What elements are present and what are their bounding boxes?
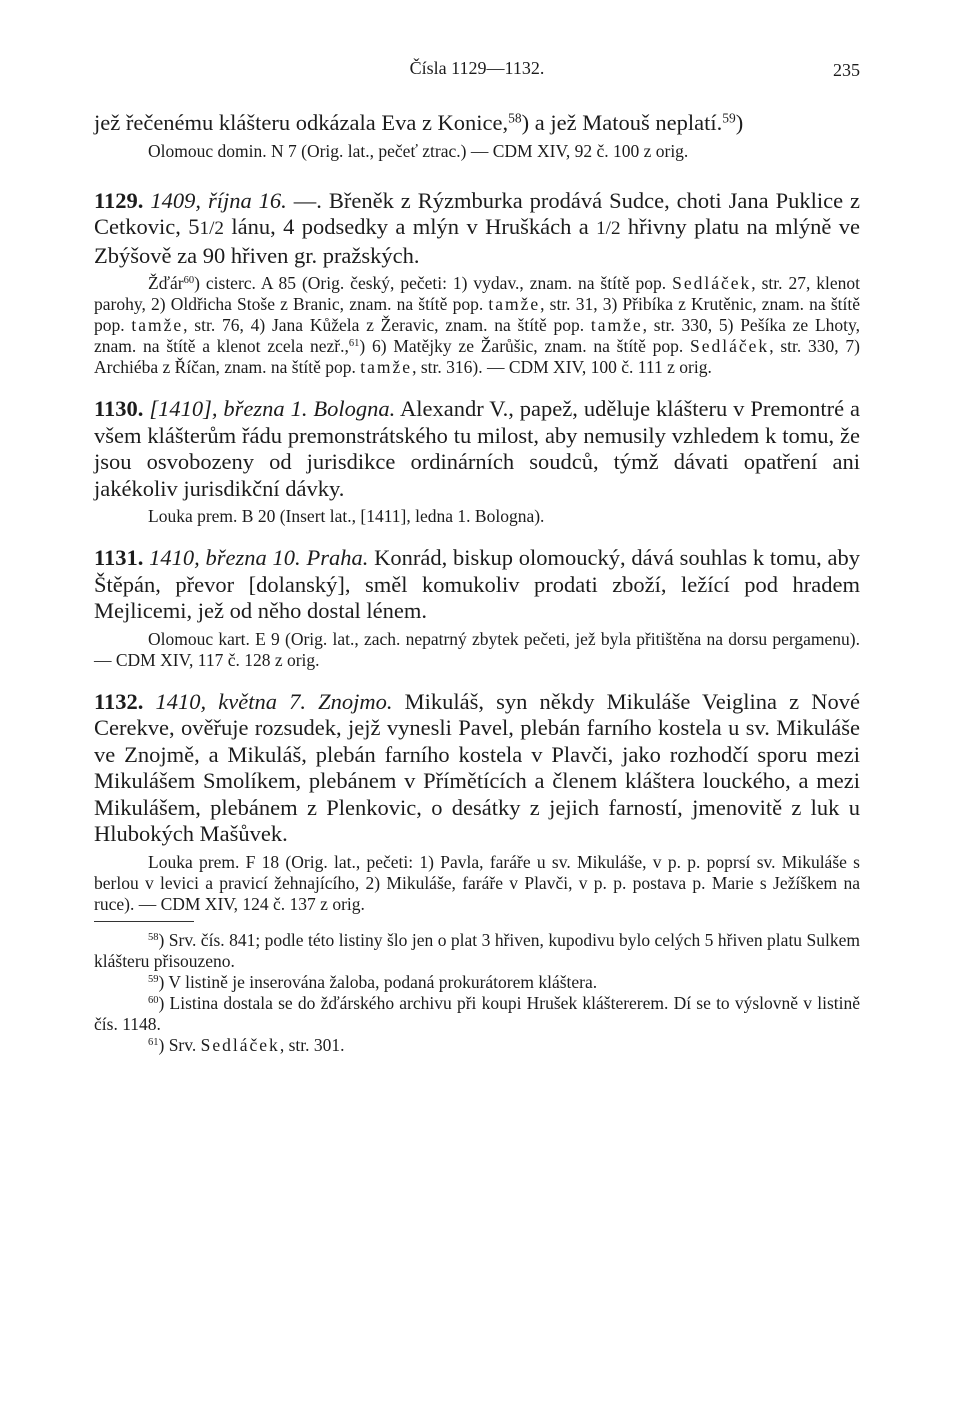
entry-text: 1130. [1410], března 1. Bologna. Alexandr V., papež, uděluje klášteru v Premontré a všem klášterům řádu premonstrátského tu milost, aby nemusily vzhledem k tomu, že jsou osvobozeny od jurisdikce ordinárních soudců, týmž dávati opatření ani jakékoliv jurisdikční dávky. (94, 396, 861, 501)
page-header (94, 52, 860, 92)
entry-date: 1409, října 16. (150, 187, 287, 213)
footnote-61: $^{61}$) Srv. Sedláček, str. 301. (148, 1034, 345, 1055)
footnote-58: $^{58}$) Srv. čís. 841; podle této listiny šlo jen o plat 3 hřiven, kupodivu bylo celých 5 hřiven platu Sulkem klášteru přisouzeno. (94, 929, 860, 971)
entry-number: 1129. (94, 187, 144, 213)
entry-number: 1130. (94, 396, 144, 421)
footnote-59: $^{59}$) V listině je inserována žaloba, podaná prokurátorem kláštera. (148, 971, 598, 992)
entry-number: 1131. (94, 545, 144, 570)
running-title: Čísla 1129—1132. (409, 58, 545, 78)
entry-1129 (94, 188, 860, 379)
entry-source: Louka prem. B 20 (Insert lat., [1411], ledna 1. Bologna). (148, 506, 545, 526)
entry-date: 1410, května 7. Znojmo. (155, 688, 393, 714)
entry-text: 1129. 1409, října 16. —. Břeněk z Rýzmburka prodává Sudce, choti Jana Puklice z Cetkovic, 51/2 lánu, 4 podsedky a mlýn v Hruškách a 1/2 hřivny platu na mlýně ve Zbýšově za 90 hřiven gr. pražských. (94, 187, 860, 268)
entry-number: 1132. (94, 688, 144, 714)
footnote-ref[interactable]: 59 (722, 110, 736, 126)
footnote-separator (94, 921, 194, 922)
entry-date: [1410], března 1. Bologna. (149, 396, 396, 421)
entry-text: 1132. 1410, května 7. Znojmo. Mikuláš, syn někdy Mikuláše Veiglina z Nové Cerekve, ověřuje rozsudek, jejž vynesli Pavel, plebán farního kostela u sv. Mikuláše ve Znojmě, a Mikuláš, plebán farního kostela v Plavči, jako rozhodčí sporu mezi Mikulášem Smolíkem, plebánem v Přímětících a členem kláštera louckého, a mezi Mikulášem, plebánem z Plenkovic, o desátky z jejich farností, jmenovitě z luk u Hlubokých Mašůvek. (94, 688, 860, 846)
entry-source: Olomouc kart. E 9 (Orig. lat., zach. nepatrný zbytek pečeti, jež byla přitištěna na dorsu pergamenu). — CDM XIV, 117 č. 128 z orig. (94, 628, 860, 670)
entry-1132 (94, 689, 860, 915)
entry-continuation (94, 110, 860, 162)
entry-source: Žďár$^{60}$) cisterc. A 85 (Orig. český, pečeti: 1) vydav., znam. na štítě pop. Sedláček, str. 27, klenot parohy, 2) Oldřicha Stoše z Branic, znam. na štítě pop. tamže, str. 31, 3) Přibíka z Krutěnic, znam. na štítě pop. tamže, str. 76, 4) Jana Kůžela z Žeravic, znam. na štítě pop. tamže, str. 330, 5) Pešíka ze Lhoty, znam. na štítě a klenot zcela nezř.,$^{61}$) 6) Matějky ze Žarůšic, znam. na štítě pop. Sedláček, str. 330, 7) Archiéba z Říčan, znam. na štítě pop. tamže, str. 316). — CDM XIV, 100 č. 111 z orig. (94, 273, 861, 377)
footnote-ref[interactable]: 58 (508, 110, 522, 126)
page-number: 235 (833, 60, 860, 80)
document-page (94, 52, 860, 1056)
entry-source: Louka prem. F 18 (Orig. lat., pečeti: 1) Pavla, faráře u sv. Mikuláše, v p. p. poprsí sv. Mikuláše s berlou v levici a pravicí žehnajícího, 2) Mikuláše, faráře v Plavči, v p. p. postava p. Marie s Ježíškem na ruce). — CDM XIV, 124 č. 137 z orig. (94, 851, 860, 914)
entry-date: 1410, března 10. Praha. (149, 545, 369, 570)
entry-source: Olomouc domin. N 7 (Orig. lat., pečeť ztrac.) — CDM XIV, 92 č. 100 z orig. (148, 140, 689, 161)
footnote-60: $^{60}$) Listina dostala se do žďárského archivu při koupi Hrušek kláštererem. Dí se to výslovně v listině čís. 1148. (94, 992, 860, 1034)
footnote-ref[interactable]: 60 (183, 275, 195, 287)
footnote-ref[interactable]: 61 (348, 338, 360, 350)
entry-1130 (94, 396, 860, 527)
entry-1131 (94, 545, 860, 671)
entry-text: jež řečenému klášteru odkázala Eva z Konice,$^{58}$) a jež Matouš neplatí.$^{59}$) (94, 110, 744, 135)
entry-text: 1131. 1410, března 10. Praha. Konrád, biskup olomoucký, dává souhlas k tomu, aby Štěpán, převor [dolanský], směl komukoliv prodati zboží, ležící pod hradem Mejlicemi, jež od něho dostal lénem. (94, 545, 861, 623)
footnotes (94, 930, 860, 1056)
